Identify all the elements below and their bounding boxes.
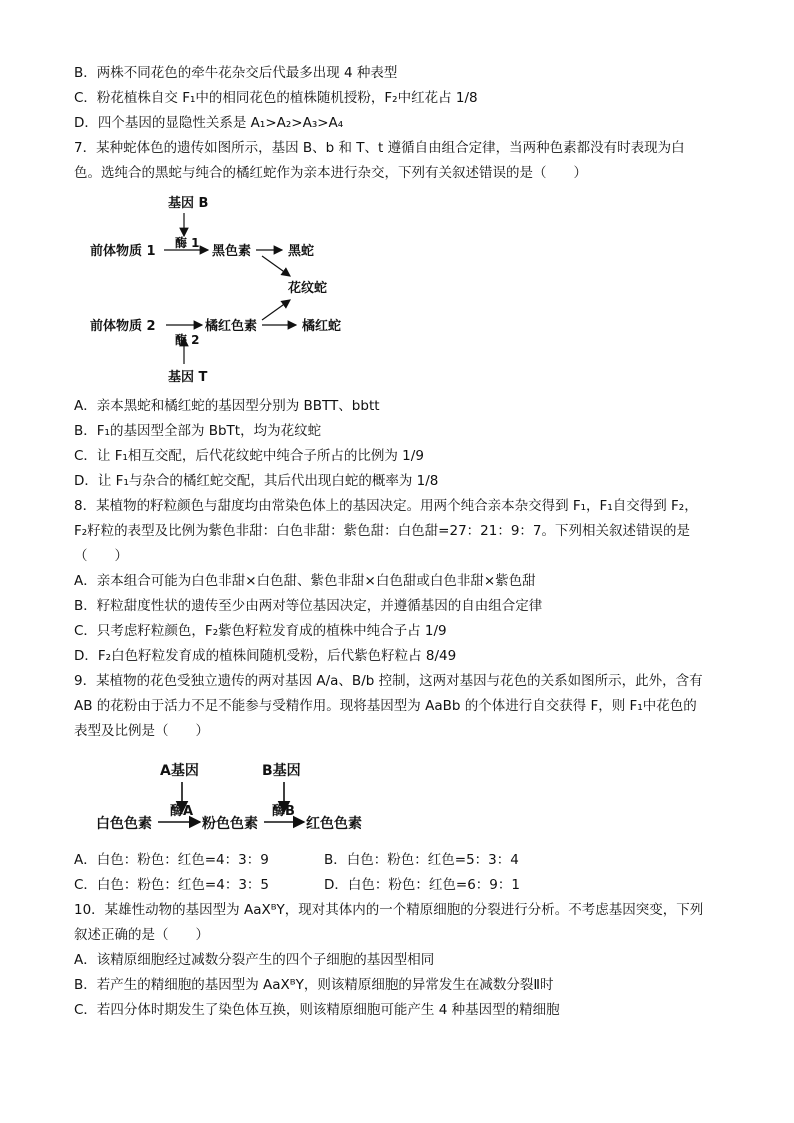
q6-option-b: B．两株不同花色的牵牛花杂交后代最多出现 4 种表型 <box>74 65 398 81</box>
flower-color-pathway-diagram <box>90 752 390 842</box>
q10-option-c: C．若四分体时期发生了染色体互换，则该精原细胞可能产生 4 种基因型的精细胞 <box>74 1002 560 1018</box>
q8-option-d: D．F₂白色籽粒发育成的植株间随机受粉，后代紫色籽粒占 8/49 <box>74 648 457 664</box>
orange-pigment-label: 橘红色素 <box>205 319 258 334</box>
pink-pigment-label: 粉色色素 <box>202 816 258 832</box>
q8-option-a: A．亲本组合可能为白色非甜×白色甜、紫色非甜×白色甜或白色非甜×紫色甜 <box>74 573 536 589</box>
enzyme-2-label: 酶 2 <box>175 333 200 347</box>
pattern-snake-label: 花纹蛇 <box>288 281 328 296</box>
q10-option-a: A．该精原细胞经过减数分裂产生的四个子细胞的基因型相同 <box>74 952 435 968</box>
gene-b-label-2: B基因 <box>262 763 301 779</box>
q6-option-c: C．粉花植株自交 F₁中的相同花色的植株随机授粉，F₂中红花占 1/8 <box>74 90 478 106</box>
q8-option-b: B．籽粒甜度性状的遗传至少由两对等位基因决定，并遵循基因的自由组合定律 <box>74 598 543 614</box>
enzyme-a-label: 酶A <box>170 804 194 819</box>
q8-stem-line3: （ ） <box>74 548 128 564</box>
q10-stem-line1: 10．某雄性动物的基因型为 AaXᴮY，现对其体内的一个精原细胞的分裂进行分析。不考虑基因突变，下列 <box>74 902 704 918</box>
q9-stem-line1: 9．某植物的花色受独立遗传的两对基因 A/a、B/b 控制，这两对基因与花色的关系如图所示，此外，含有 <box>74 673 703 689</box>
q6-option-d: D．四个基因的显隐性关系是 A₁>A₂>A₃>A₄ <box>74 115 344 131</box>
q7-stem-line2: 色。选纯合的黑蛇与纯合的橘红蛇作为亲本进行杂交，下列有关叙述错误的是（ ） <box>74 165 587 181</box>
q7-option-a: A．亲本黑蛇和橘红蛇的基因型分别为 BBTT、bbtt <box>74 398 380 414</box>
white-pigment-label: 白色色素 <box>96 816 152 832</box>
black-snake-label: 黑蛇 <box>288 244 315 259</box>
q8-stem-line2: F₂籽粒的表型及比例为紫色非甜：白色非甜：紫色甜：白色甜=27：21：9：7。下列相关叙述错误的是 <box>74 523 691 539</box>
q10-stem-line2: 叙述正确的是（ ） <box>74 927 209 943</box>
precursor-1-label: 前体物质 1 <box>90 244 156 259</box>
q9-option-c: C．白色：粉色：红色=4：3：5 <box>74 877 270 893</box>
q7-stem-line1: 7．某种蛇体色的遗传如图所示，基因 B、b 和 T、t 遵循自由组合定律，当两种色素都没有时表现为白 <box>74 140 685 156</box>
red-pigment-label: 红色色素 <box>306 816 362 832</box>
orange-snake-label: 橘红蛇 <box>302 319 342 334</box>
precursor-2-label: 前体物质 2 <box>90 319 156 334</box>
q9-option-a: A．白色：粉色：红色=4：3：9 <box>74 852 269 868</box>
gene-b-label: 基因 B <box>168 196 209 211</box>
q9-option-d: D．白色：粉色：红色=6：9：1 <box>324 877 520 893</box>
q8-option-c: C．只考虑籽粒颜色，F₂紫色籽粒发育成的植株中纯合子占 1/9 <box>74 623 447 639</box>
q10-option-b: B．若产生的精细胞的基因型为 AaXᴮY，则该精原细胞的异常发生在减数分裂Ⅱ时 <box>74 977 554 993</box>
q7-option-b: B．F₁的基因型全部为 BbTt，均为花纹蛇 <box>74 423 322 439</box>
snake-color-pathway-diagram <box>80 188 380 388</box>
q9-stem-line2: AB 的花粉由于活力不足不能参与受精作用。现将基因型为 AaBb 的个体进行自交获得 F，则 F₁中花色的 <box>74 698 697 714</box>
gene-a-label: A基因 <box>160 763 199 779</box>
gene-t-label: 基因 T <box>168 370 208 385</box>
black-pigment-label: 黑色素 <box>212 244 252 259</box>
enzyme-1-label: 酶 1 <box>175 236 200 250</box>
enzyme-b-label: 酶B <box>272 804 295 819</box>
q9-option-b: B．白色：粉色：红色=5：3：4 <box>324 852 519 868</box>
q7-option-c: C．让 F₁相互交配，后代花纹蛇中纯合子所占的比例为 1/9 <box>74 448 424 464</box>
q7-option-d: D．让 F₁与杂合的橘红蛇交配，其后代出现白蛇的概率为 1/8 <box>74 473 439 489</box>
q8-stem-line1: 8．某植物的籽粒颜色与甜度均由常染色体上的基因决定。用两个纯合亲本杂交得到 F₁，F₁自交得到 F₂， <box>74 498 698 514</box>
q9-stem-line3: 表型及比例是（ ） <box>74 723 209 739</box>
